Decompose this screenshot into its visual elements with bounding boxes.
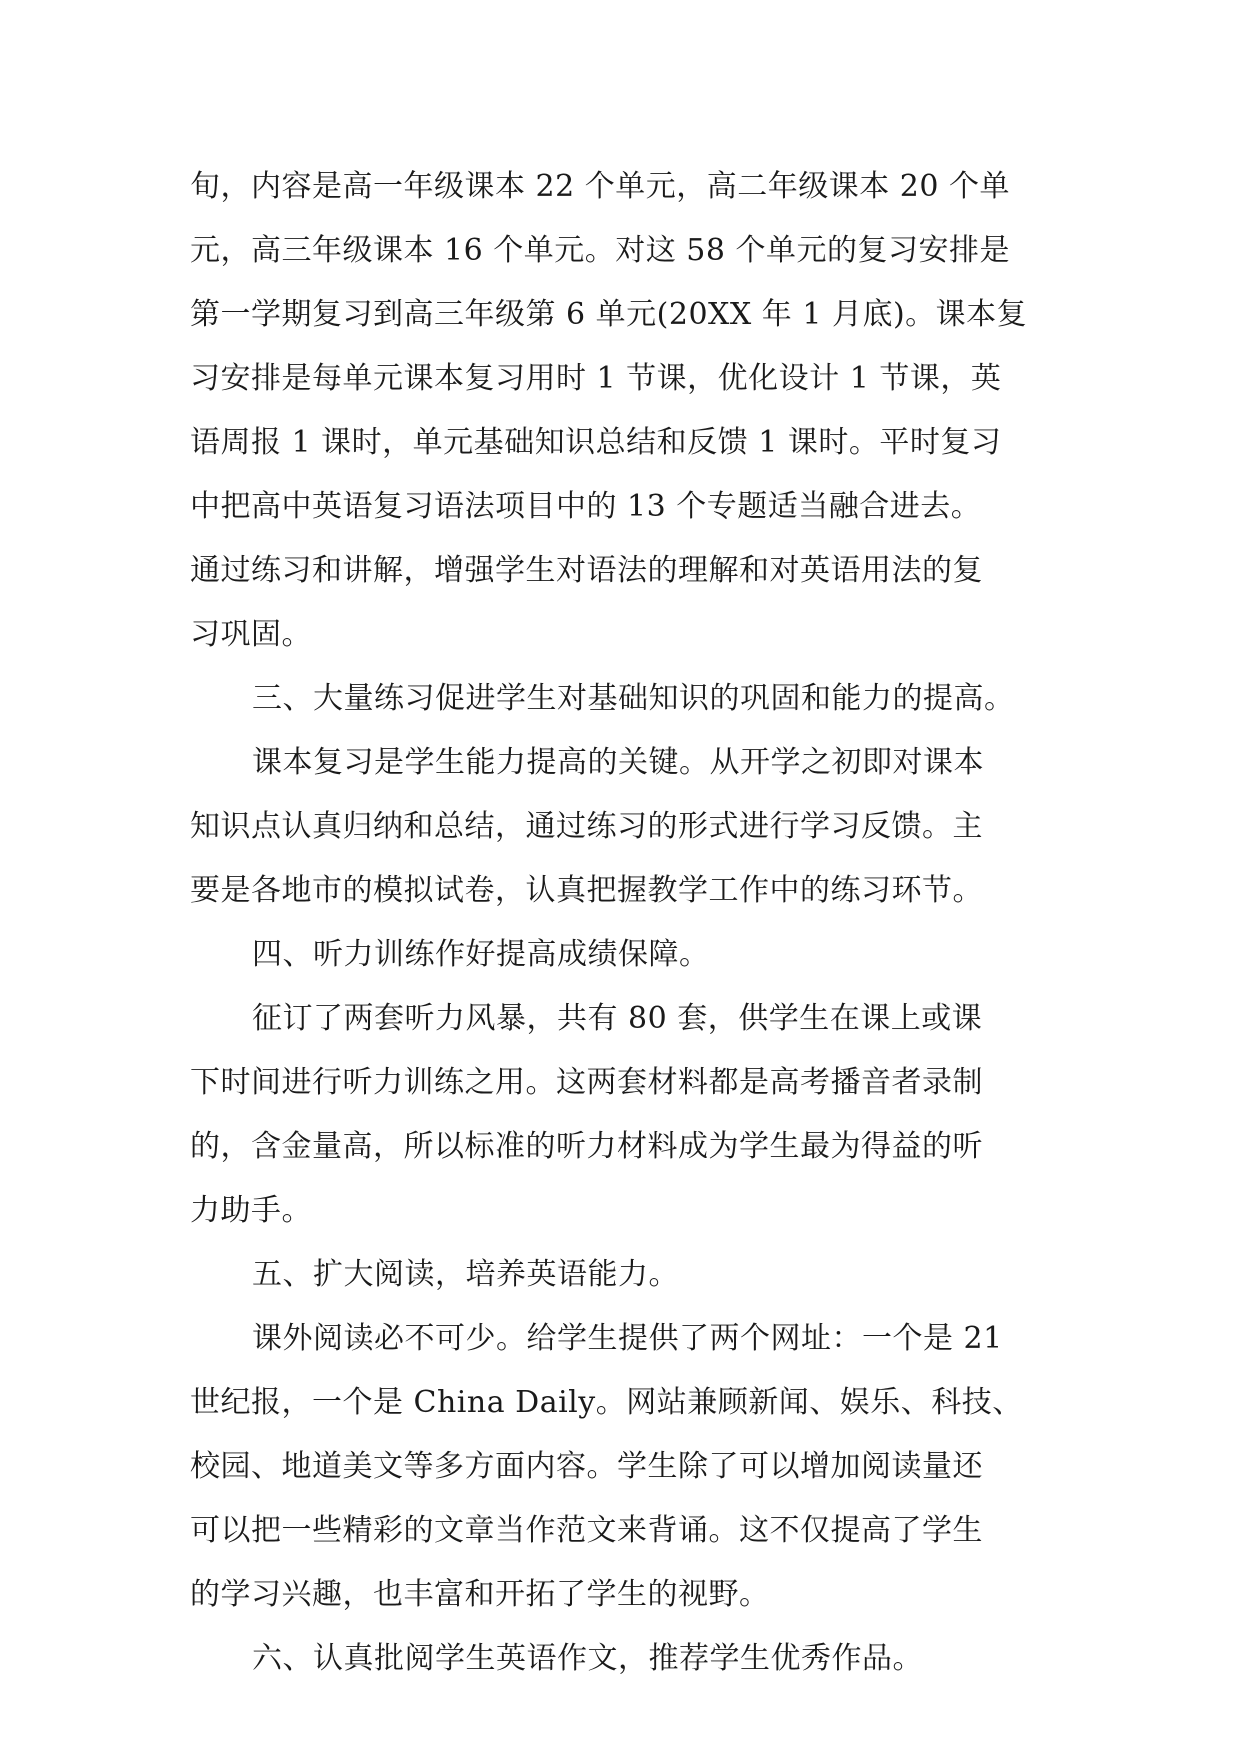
paragraph-line: 力助手。 bbox=[190, 1193, 312, 1228]
paragraph-line: 课外阅读必不可少。给学生提供了两个网址：一个是 21 bbox=[252, 1321, 1003, 1356]
paragraph-line: 的，含金量高，所以标准的听力材料成为学生最为得益的听 bbox=[190, 1129, 983, 1164]
paragraph-line: 课本复习是学生能力提高的关键。从开学之初即对课本 bbox=[252, 745, 984, 780]
section-heading-5: 五、扩大阅读，培养英语能力。 bbox=[252, 1257, 679, 1292]
paragraph-line: 中把高中英语复习语法项目中的 13 个专题适当融合进去。 bbox=[190, 489, 982, 524]
paragraph-line: 校园、地道美文等多方面内容。学生除了可以增加阅读量还 bbox=[190, 1449, 983, 1484]
paragraph-line: 的学习兴趣，也丰富和开拓了学生的视野。 bbox=[190, 1577, 770, 1612]
section-heading-3: 三、大量练习促进学生对基础知识的巩固和能力的提高。 bbox=[252, 681, 1015, 716]
paragraph-line: 下时间进行听力训练之用。这两套材料都是高考播音者录制 bbox=[190, 1065, 983, 1100]
paragraph-line: 第一学期复习到高三年级第 6 单元(20XX 年 1 月底)。课本复 bbox=[190, 297, 1028, 332]
paragraph-line: 知识点认真归纳和总结，通过练习的形式进行学习反馈。主 bbox=[190, 809, 983, 844]
section-heading-6: 六、认真批阅学生英语作文，推荐学生优秀作品。 bbox=[252, 1641, 923, 1676]
section-heading-4: 四、听力训练作好提高成绩保障。 bbox=[252, 937, 710, 972]
paragraph-line: 习安排是每单元课本复习用时 1 节课，优化设计 1 节课，英 bbox=[190, 361, 1002, 396]
paragraph-line: 可以把一些精彩的文章当作范文来背诵。这不仅提高了学生 bbox=[190, 1513, 983, 1548]
paragraph-line: 语周报 1 课时，单元基础知识总结和反馈 1 课时。平时复习 bbox=[190, 425, 1002, 460]
paragraph-line: 旬，内容是高一年级课本 22 个单元，高二年级课本 20 个单 bbox=[190, 169, 1010, 204]
paragraph-line: 世纪报，一个是 China Daily。网站兼顾新闻、娱乐、科技、 bbox=[190, 1385, 1023, 1420]
paragraph-line: 元，高三年级课本 16 个单元。对这 58 个单元的复习安排是 bbox=[190, 233, 1010, 268]
paragraph-line: 通过练习和讲解，增强学生对语法的理解和对英语用法的复 bbox=[190, 553, 983, 588]
document-body bbox=[190, 155, 1070, 1691]
paragraph-line: 习巩固。 bbox=[190, 617, 312, 652]
paragraph-line: 要是各地市的模拟试卷，认真把握教学工作中的练习环节。 bbox=[190, 873, 983, 908]
paragraph-line: 征订了两套听力风暴，共有 80 套，供学生在课上或课 bbox=[252, 1001, 983, 1036]
